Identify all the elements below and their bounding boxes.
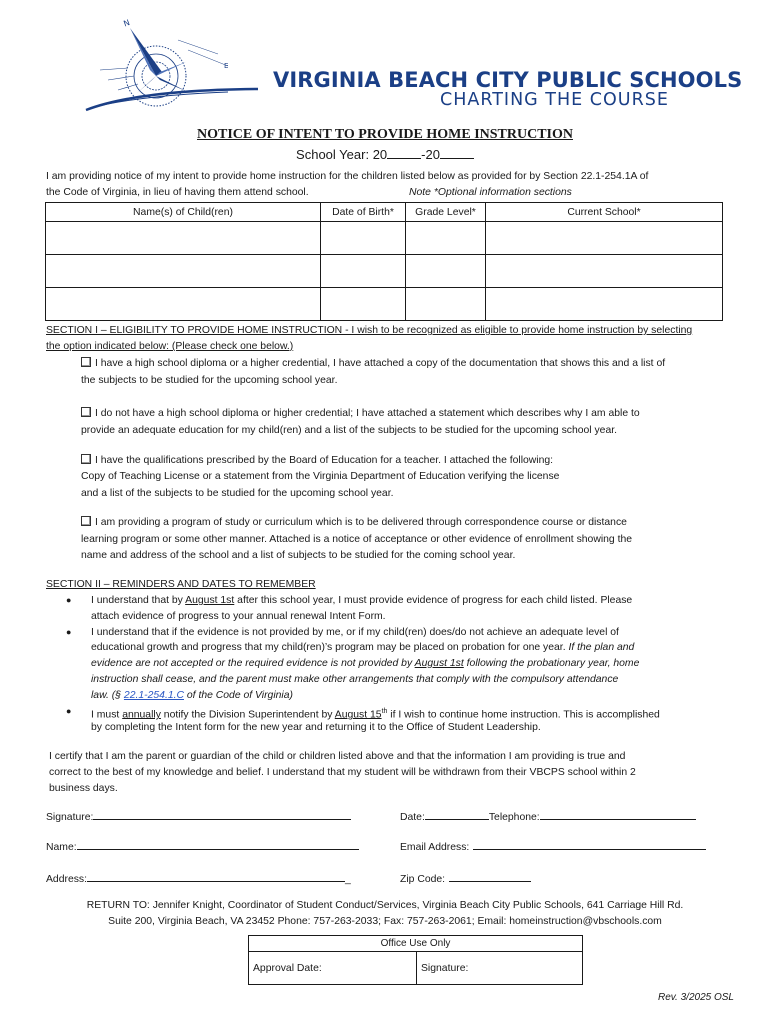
return-to-line2: Suite 200, Virginia Beach, VA 23452 Phone: 757-263-2033; Fax: 757-263-2061; Email: homeinstruction@vbschools.com [108, 916, 662, 927]
option-1-checkbox[interactable] [81, 357, 91, 367]
grade-cell[interactable] [406, 222, 486, 255]
org-tagline: CHARTING THE COURSE [440, 90, 669, 110]
reminder-1-text-a: I understand that by [91, 595, 186, 606]
certify-line2: correct to the best of my knowledge and belief. I understand that my student will be withdrawn from their VBCPS school within 2 [49, 767, 636, 778]
reminder-2-line4: instruction shall cease, and the parent must make other arrangements that comply with the compulsory attendance [91, 674, 619, 685]
reminder-2-text-d: following the probationary year, home [463, 658, 640, 669]
office-signature-cell[interactable]: Signature: [417, 952, 583, 985]
name-input[interactable] [77, 838, 359, 850]
email-input[interactable] [473, 838, 706, 850]
school-year-prefix2: -20 [421, 147, 440, 162]
date-field [400, 808, 696, 825]
reminder-1-line2: attach evidence of progress to your annual renewal Intent Form. [91, 611, 386, 622]
zip-field [400, 870, 531, 887]
grade-cell[interactable] [406, 255, 486, 288]
option-4-line1 [81, 516, 627, 530]
reminder-3-text-a: I must [91, 709, 123, 721]
approval-date-cell[interactable]: Approval Date: [249, 952, 417, 985]
reminder-2-line3 [91, 657, 639, 671]
child-name-cell[interactable] [46, 222, 321, 255]
date-input[interactable] [425, 808, 489, 820]
zip-input[interactable] [449, 870, 531, 882]
date-label: Date: [400, 812, 425, 823]
option-3-text: I have the qualifications prescribed by the Board of Education for a teacher. I attached the following: [95, 455, 554, 466]
reminder-2-line5 [91, 689, 293, 703]
reminder-3-line1 [91, 705, 660, 722]
signature-field [46, 808, 351, 825]
option-2-line1 [81, 407, 640, 421]
option-3-line1 [81, 454, 553, 468]
table-row [46, 288, 723, 321]
option-3-line3: and a list of the subjects to be studied for the upcoming school year. [81, 488, 394, 499]
child-name-cell[interactable] [46, 288, 321, 321]
reminder-3-line2: by completing the Intent form for the new year and returning it to the Office of Student Leadership. [91, 722, 541, 733]
org-name: VIRGINIA BEACH CITY PUBLIC SCHOOLS [273, 68, 743, 92]
certify-line1: I certify that I am the parent or guardian of the child or children listed above and that the information I am providing is true and [49, 751, 626, 762]
intro-line1: I am providing notice of my intent to provide home instruction for the children listed below as provided for by Section 22.1-254.1A of [46, 171, 649, 182]
reminder-3-text-b: notify the Division Superintendent by [160, 709, 335, 721]
name-field [46, 838, 359, 855]
reminder-1-date: August 1st [185, 595, 235, 606]
signature-label: Signature: [46, 812, 94, 823]
name-label: Name: [46, 842, 77, 853]
option-4-line2: learning program or some other manner. Attached is a notice of acceptance or other evidence of enrollment showing the [81, 534, 633, 545]
reminder-2-text-a: educational growth and progress that my child(ren)’s program may be placed on probation for one year. [91, 642, 569, 653]
child-name-cell[interactable] [46, 255, 321, 288]
reminder-1-text-b: after this school year, I must provide evidence of progress for each child listed. Please [234, 595, 633, 606]
col-header-dob: Date of Birth* [321, 203, 406, 222]
bullet-icon: ● [66, 706, 72, 716]
email-field [400, 838, 706, 855]
col-header-name: Name(s) of Child(ren) [46, 203, 321, 222]
reminder-2-text-b: If the plan and [568, 642, 635, 653]
option-1-line1 [81, 357, 665, 371]
option-3-line2: Copy of Teaching License or a statement from the Virginia Department of Education verifying the license [81, 471, 560, 482]
option-4-text: I am providing a program of study or curriculum which is to be delivered through correspondence course or distance [95, 517, 627, 528]
signature-input[interactable] [93, 808, 351, 820]
bullet-icon: ● [66, 627, 72, 637]
col-header-grade: Grade Level* [406, 203, 486, 222]
office-use-title: Office Use Only [249, 936, 583, 952]
address-field [46, 870, 351, 887]
section1-heading-line1: SECTION I – ELIGIBILITY TO PROVIDE HOME INSTRUCTION - I wish to be recognized as eligible to provide home instruction by selecting [46, 325, 693, 336]
reminder-3-annually: annually [122, 709, 161, 721]
option-4-checkbox[interactable] [81, 516, 91, 526]
option-4-line3: name and address of the school and a list of subjects to be studied for the coming school year. [81, 550, 516, 561]
compass-n-label: N [122, 17, 132, 29]
children-table-header [46, 203, 723, 222]
school-year-prefix1: 20 [372, 147, 388, 162]
intro-line2: the Code of Virginia, in lieu of having them attend school. [46, 187, 309, 198]
certify-line3: business days. [49, 783, 118, 794]
bullet-icon: ● [66, 595, 72, 605]
table-row [46, 222, 723, 255]
section1-heading-line2: the option indicated below: (Please check one below.) [46, 341, 294, 352]
option-3-checkbox[interactable] [81, 454, 91, 464]
col-header-school: Current School* [486, 203, 723, 222]
dob-cell[interactable] [321, 255, 406, 288]
school-cell[interactable] [486, 255, 723, 288]
dob-cell[interactable] [321, 288, 406, 321]
option-2-line2: provide an adequate education for my child(ren) and a list of the subjects to be studied for the upcoming school year. [81, 425, 618, 436]
code-section-link[interactable]: 22.1-254.1.C [123, 690, 184, 701]
optional-note: Note *Optional information sections [409, 187, 572, 198]
reminder-2-line1: I understand that if the evidence is not provided by me, or if my child(ren) does/do not achieve an adequate level of [91, 627, 619, 638]
school-year [0, 146, 770, 162]
school-year-end-blank[interactable] [440, 146, 474, 159]
address-input[interactable] [87, 870, 345, 882]
compass-logo [78, 10, 278, 120]
grade-cell[interactable] [406, 288, 486, 321]
option-1-line2: the subjects to be studied for the upcoming school year. [81, 375, 338, 386]
school-cell[interactable] [486, 222, 723, 255]
return-to-line1: RETURN TO: Jennifer Knight, Coordinator of Student Conduct/Services, Virginia Beach City Public Schools, 641 Carriage Hill Rd. [86, 900, 684, 911]
section2-heading: SECTION II – REMINDERS AND DATES TO REMEMBER [46, 579, 316, 590]
compass-e-label: E [224, 62, 229, 70]
option-2-text: I do not have a high school diploma or higher credential; I have attached a statement which describes why I am able to [95, 408, 640, 419]
children-table [45, 202, 723, 321]
zip-label: Zip Code: [400, 874, 446, 885]
reminder-3-text-c: if I wish to continue home instruction. This is accomplished [387, 709, 660, 721]
reminder-3-sup: th [381, 708, 388, 715]
school-year-label: School Year: [296, 147, 370, 162]
email-label: Email Address: [400, 842, 470, 853]
table-row [46, 255, 723, 288]
reminder-2-text-c: evidence are not accepted or the required evidence is not provided by [91, 658, 415, 669]
form-title: NOTICE OF INTENT TO PROVIDE HOME INSTRUCTION [197, 127, 573, 142]
reminder-3-date: August 15 [334, 709, 382, 721]
reminder-2-date: August 1st [414, 658, 464, 669]
reminder-2-line2 [91, 641, 634, 655]
option-2-checkbox[interactable] [81, 407, 91, 417]
school-year-start-blank[interactable] [387, 146, 421, 159]
revision-note: Rev. 3/2025 OSL [658, 992, 734, 1003]
office-use-table [248, 935, 583, 985]
address-tail: _ [345, 874, 351, 885]
reminder-2-text-f: of the Code of Virginia) [184, 690, 293, 701]
option-1-text: I have a high school diploma or a higher credential, I have attached a copy of the documentation that shows this and a list of [95, 358, 666, 369]
address-label: Address: [46, 874, 88, 885]
reminder-2-text-e: law. (§ [91, 690, 124, 701]
reminder-1-line1 [91, 594, 632, 608]
telephone-label: Telephone: [488, 812, 540, 823]
school-cell[interactable] [486, 288, 723, 321]
telephone-input[interactable] [540, 808, 696, 820]
dob-cell[interactable] [321, 222, 406, 255]
